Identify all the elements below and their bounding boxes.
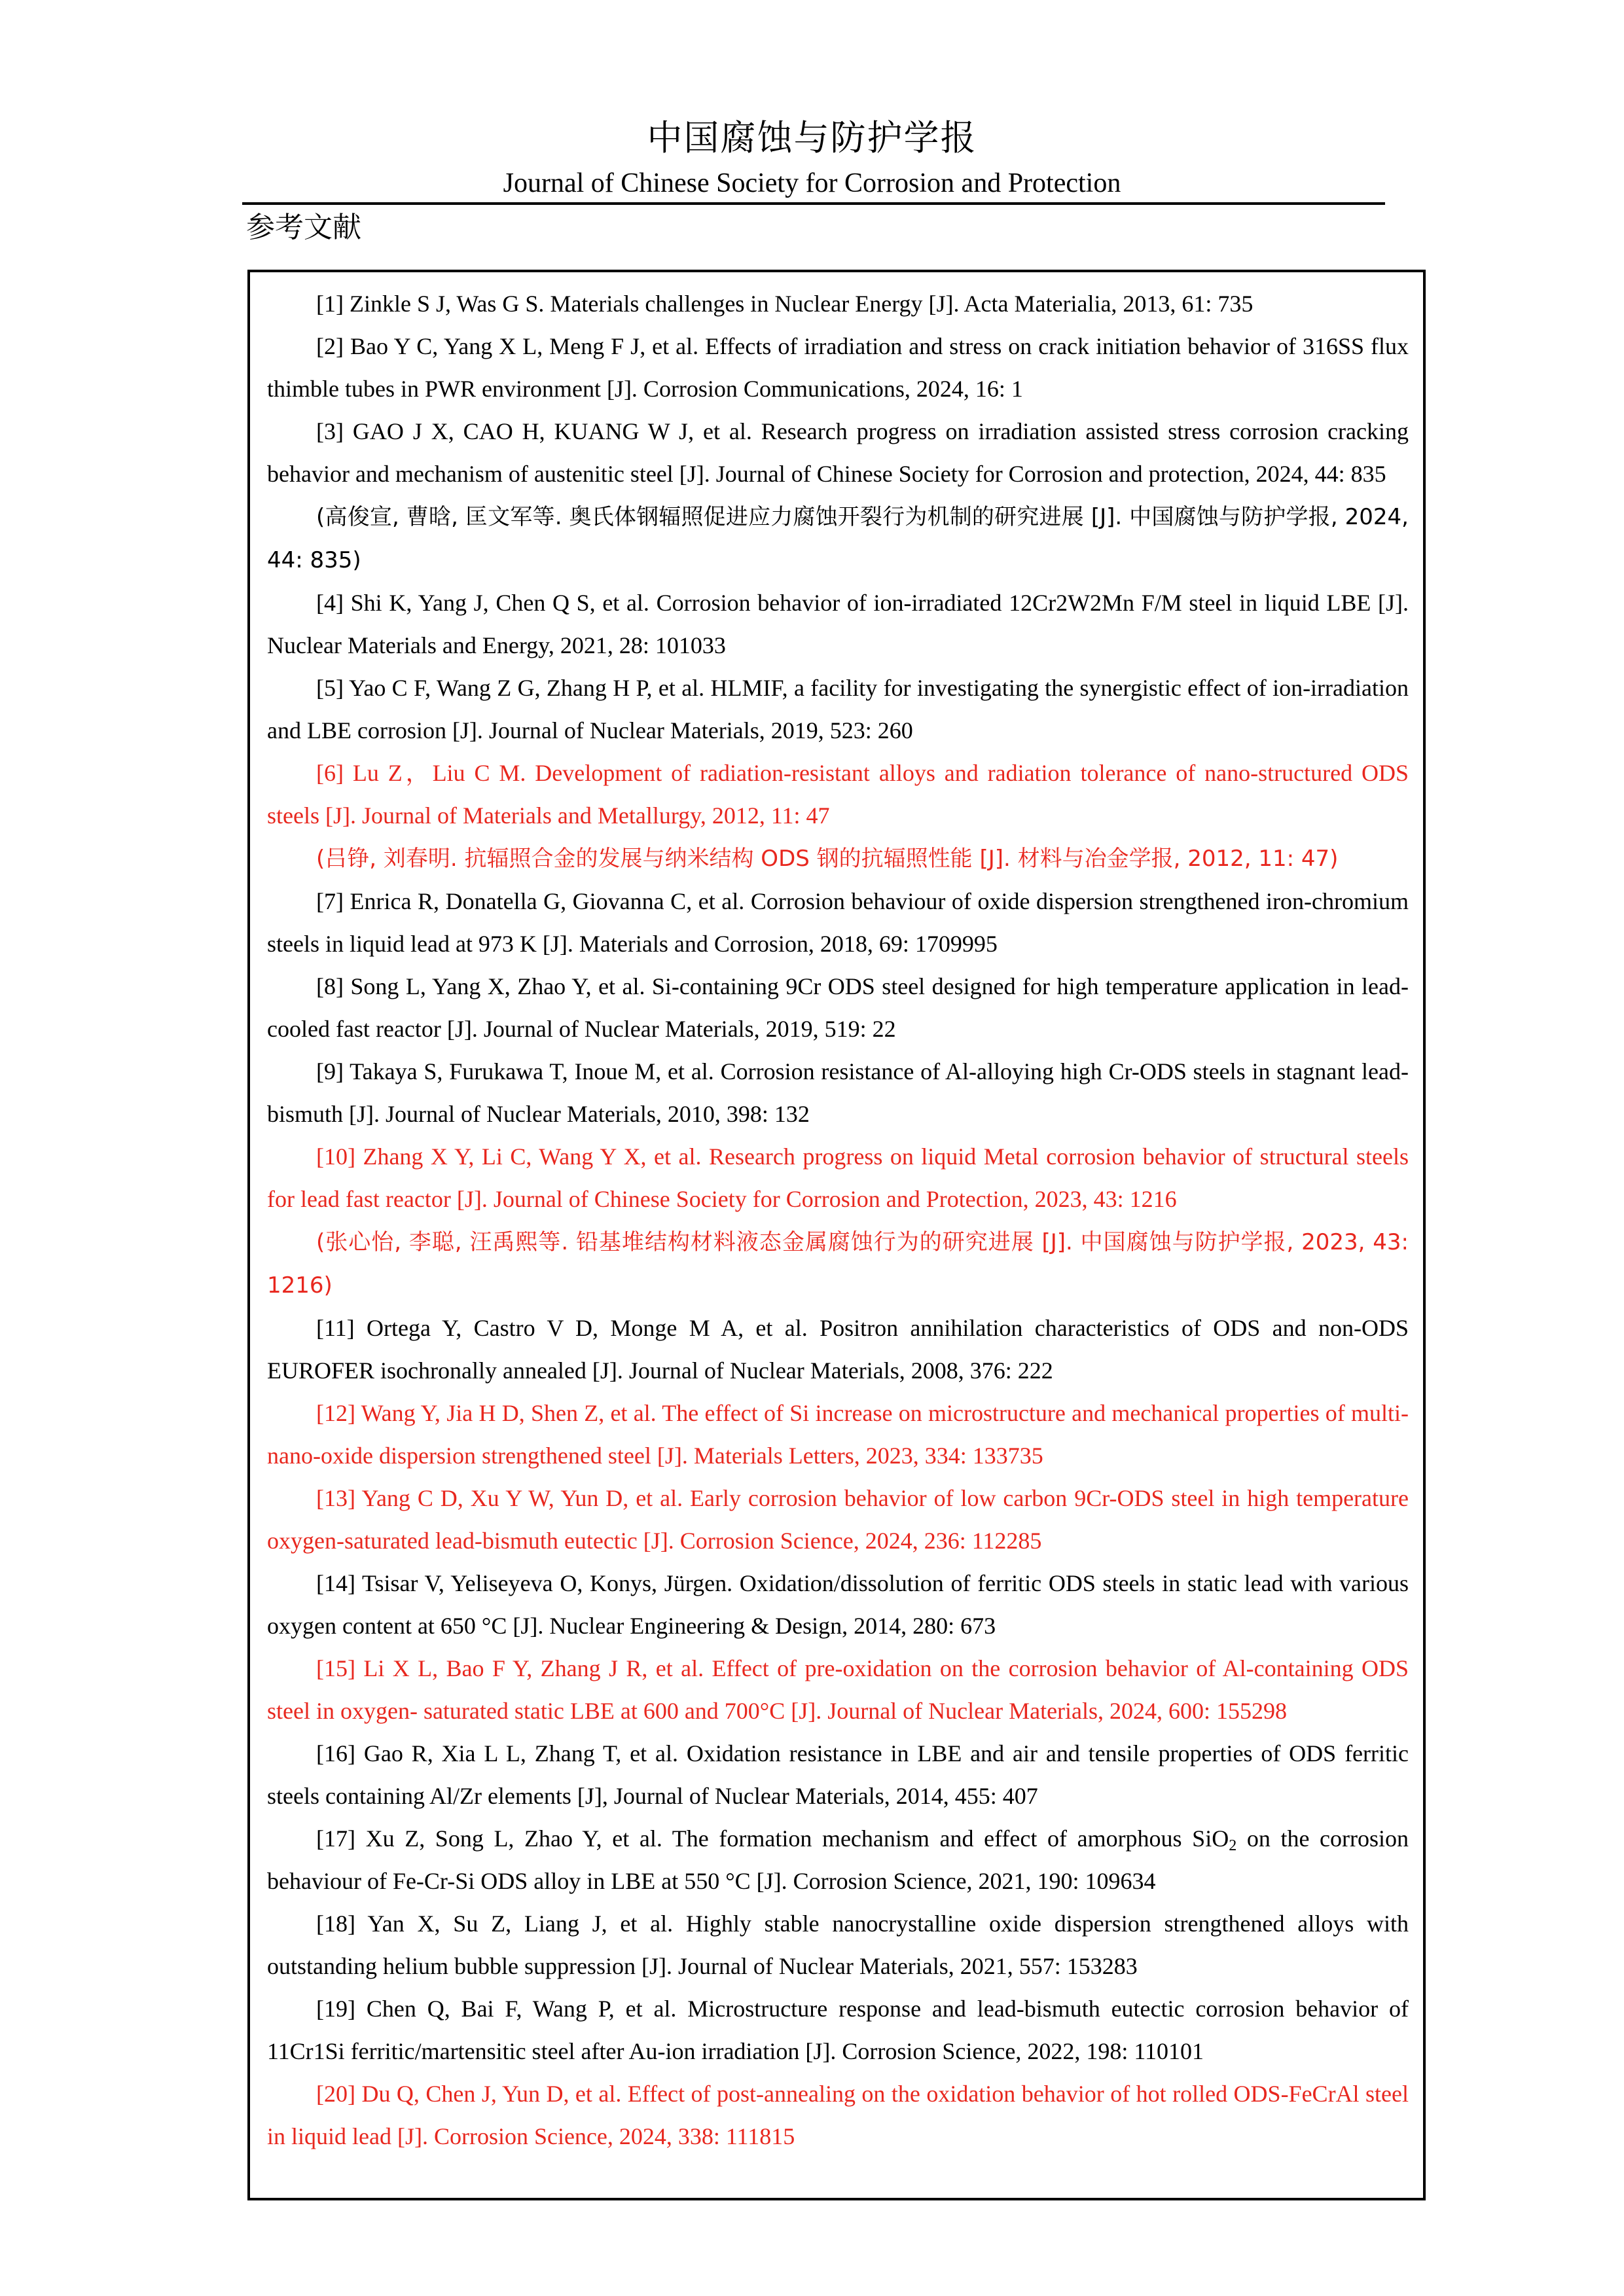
reference-10: [10] Zhang X Y, Li C, Wang Y X, et al. Research progress on liquid Metal corrosion behavior of structural steels for lead fast reactor [J]. Journal of Chinese Society for Corrosion and Protection, 2023, 43: 1216 bbox=[267, 1143, 1409, 1212]
reference-19: [19] Chen Q, Bai F, Wang P, et al. Microstructure response and lead-bismuth eutectic corrosion behavior of 11Cr1Si ferritic/martensitic steel after Au-ion irradiation [J]. Corrosion Science, 2022, 198: 110101 bbox=[267, 1996, 1409, 2064]
reference-3-chinese bbox=[267, 495, 1409, 582]
reference-8: [8] Song L, Yang X, Zhao Y, et al. Si-containing 9Cr ODS steel designed for high temperature application in lead-cooled fast reactor [J]. Journal of Nuclear Materials, 2019, 519: 22 bbox=[267, 973, 1409, 1042]
reference-11: [11] Ortega Y, Castro V D, Monge M A, et al. Positron annihilation characteristics of ODS and non-ODS EUROFER isochronally annealed [J]. Journal of Nuclear Materials, 2008, 376: 222 bbox=[267, 1315, 1409, 1384]
reference-10-chinese bbox=[267, 1221, 1409, 1307]
reference-10-chinese-text: (张心怡, 李聪, 汪禹熙等. 铅基堆结构材料液态金属腐蚀行为的研究进展 [J]. 中国腐蚀与防护学报, 2023, 43: 1216) bbox=[267, 1229, 1409, 1299]
reference-18: [18] Yan X, Su Z, Liang J, et al. Highly stable nanocrystalline oxide dispersion strengthened alloys with outstanding helium bubble suppression [J]. Journal of Nuclear Materials, 2021, 557: 153283 bbox=[267, 1910, 1409, 1979]
reference-12: [12] Wang Y, Jia H D, Shen Z, et al. The effect of Si increase on microstructure and mechanical properties of multi-nano-oxide dispersion strengthened steel [J]. Materials Letters, 2023, 334: 133735 bbox=[267, 1400, 1409, 1469]
section-title: 参考文献 bbox=[246, 211, 361, 244]
reference-9: [9] Takaya S, Furukawa T, Inoue M, et al. Corrosion resistance of Al-alloying high Cr-ODS steels in stagnant lead-bismuth [J]. Journal of Nuclear Materials, 2010, 398: 132 bbox=[267, 1058, 1409, 1127]
reference-6-chinese-text: (吕铮, 刘春明. 抗辐照合金的发展与纳米结构 ODS 钢的抗辐照性能 [J]. 材料与冶金学报, 2012, 11: 47) bbox=[316, 846, 1339, 872]
reference-6: [6] Lu Z，Liu C M. Development of radiation-resistant alloys and radiation tolerance of nano-structured ODS steels [J]. Journal of Materials and Metallurgy, 2012, 11: 47 bbox=[267, 760, 1409, 829]
reference-7: [7] Enrica R, Donatella G, Giovanna C, et al. Corrosion behaviour of oxide dispersion strengthened iron-chromium steels in liquid lead at 973 K [J]. Materials and Corrosion, 2018, 69: 1709995 bbox=[267, 888, 1409, 957]
reference-3-chinese-text: (高俊宣, 曹晗, 匡文军等. 奥氏体钢辐照促进应力腐蚀开裂行为机制的研究进展 [J]. 中国腐蚀与防护学报, 2024, 44: 835) bbox=[267, 504, 1409, 573]
reference-16: [16] Gao R, Xia L L, Zhang T, et al. Oxidation resistance in LBE and air and tensile properties of ODS ferritic steels containing Al/Zr elements [J], Journal of Nuclear Materials, 2014, 455: 407 bbox=[267, 1740, 1409, 1809]
reference-1: [1] Zinkle S J, Was G S. Materials challenges in Nuclear Energy [J]. Acta Materialia, 2013, 61: 735 bbox=[316, 291, 1254, 317]
reference-list bbox=[267, 283, 1409, 2158]
journal-title-english: Journal of Chinese Society for Corrosion and Protection bbox=[503, 168, 1121, 198]
reference-6-chinese bbox=[267, 837, 1409, 880]
reference-2: [2] Bao Y C, Yang X L, Meng F J, et al. Effects of irradiation and stress on crack initiation behavior of 316SS flux thimble tubes in PWR environment [J]. Corrosion Communications, 2024, 16: 1 bbox=[267, 333, 1409, 402]
reference-3: [3] GAO J X, CAO H, KUANG W J, et al. Research progress on irradiation assisted stress corrosion cracking behavior and mechanism of austenitic steel [J]. Journal of Chinese Society for Corrosion and protection, 2024, 44: 835 bbox=[267, 418, 1409, 487]
header-divider bbox=[242, 202, 1385, 205]
reference-17-text-start: [17] Xu Z, Song L, Zhao Y, et al. The formation mechanism and effect of amorphous SiO bbox=[316, 1825, 1229, 1852]
reference-4: [4] Shi K, Yang J, Chen Q S, et al. Corrosion behavior of ion-irradiated 12Cr2W2Mn F/M steel in liquid LBE [J]. Nuclear Materials and Energy, 2021, 28: 101033 bbox=[267, 590, 1409, 658]
reference-17-text-end: on the corrosion behaviour of Fe-Cr-Si ODS alloy in LBE at 550 °C [J]. Corrosion Science, 2021, 190: 109634 bbox=[267, 1825, 1409, 1894]
reference-5: [5] Yao C F, Wang Z G, Zhang H P, et al. HLMIF, a facility for investigating the synergistic effect of ion-irradiation and LBE corrosion [J]. Journal of Nuclear Materials, 2019, 523: 260 bbox=[267, 675, 1409, 744]
reference-20: [20] Du Q, Chen J, Yun D, et al. Effect of post-annealing on the oxidation behavior of hot rolled ODS-FeCrAl steel in liquid lead [J]. Corrosion Science, 2024, 338: 111815 bbox=[267, 2081, 1409, 2149]
reference-17 bbox=[267, 1818, 1409, 1903]
reference-17-subscript: 2 bbox=[1229, 1837, 1237, 1854]
reference-15: [15] Li X L, Bao F Y, Zhang J R, et al. Effect of pre-oxidation on the corrosion behavior of Al-containing ODS steel in oxygen- saturated static LBE at 600 and 700°C [J]. Journal of Nuclear Materials, 2024, 600: 155298 bbox=[267, 1655, 1409, 1724]
reference-13: [13] Yang C D, Xu Y W, Yun D, et al. Early corrosion behavior of low carbon 9Cr-ODS steel in high temperature oxygen-saturated lead-bismuth eutectic [J]. Corrosion Science, 2024, 236: 112285 bbox=[267, 1485, 1409, 1554]
reference-14: [14] Tsisar V, Yeliseyeva O, Konys, Jürgen. Oxidation/dissolution of ferritic ODS steels in static lead with various oxygen content at 650 °C [J]. Nuclear Engineering & Design, 2014, 280: 673 bbox=[267, 1570, 1409, 1639]
journal-title-chinese: 中国腐蚀与防护学报 bbox=[647, 117, 977, 158]
